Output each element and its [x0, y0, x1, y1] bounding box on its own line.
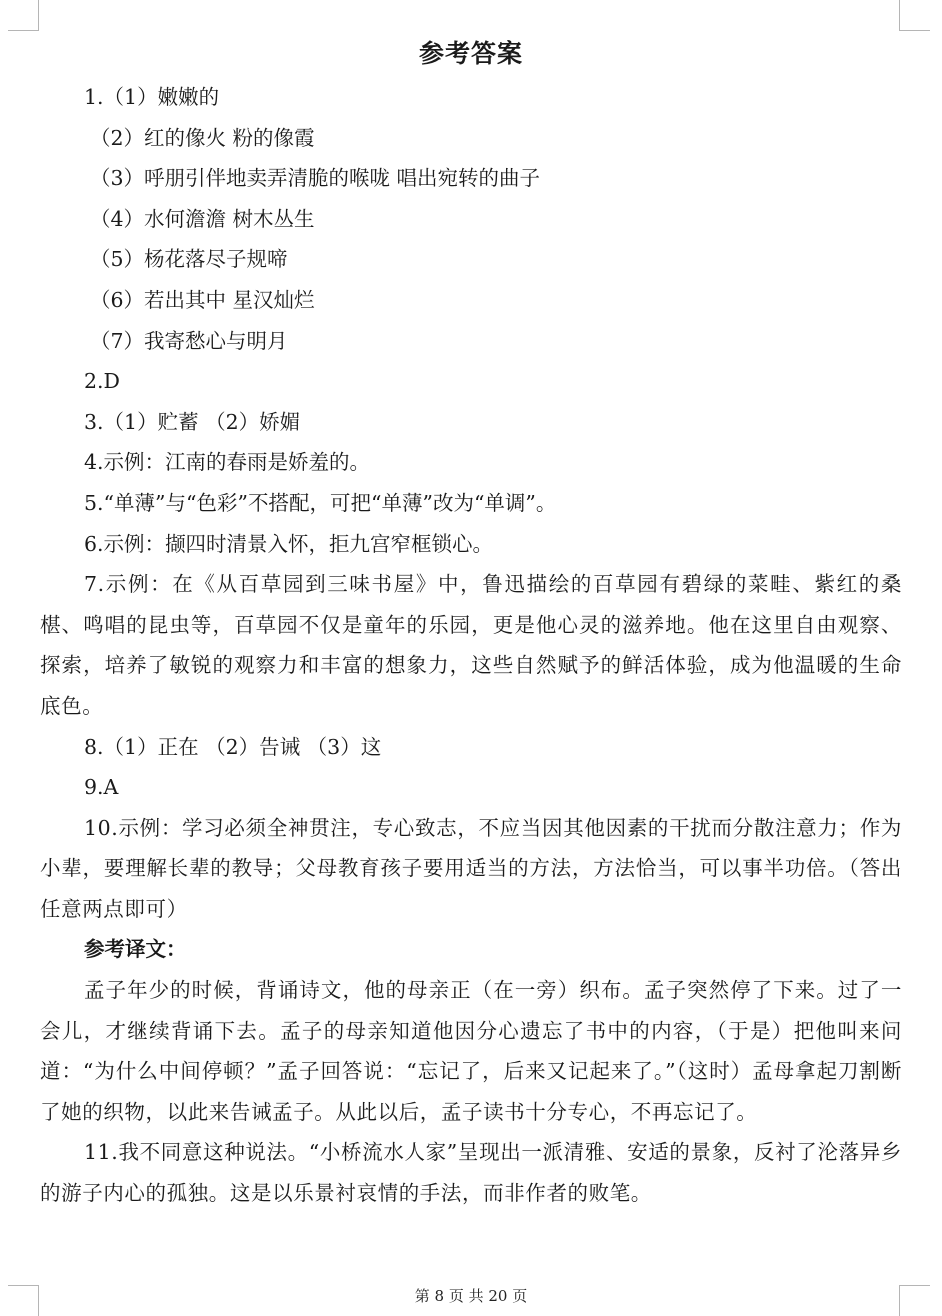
- answer-line: （2）红的像火 粉的像霞: [90, 125, 315, 150]
- translation-heading: 参考译文：: [84, 937, 187, 962]
- page-title: 参考答案: [418, 39, 523, 68]
- answer-line: 8.（1）正在 （2）告诫 （3）这: [84, 734, 382, 759]
- page-footer: 第 8 页 共 20 页: [414, 1287, 528, 1305]
- corner-mark-top-left: [8, 0, 39, 31]
- translation-paragraph: 孟子年少的时候，背诵诗文，他的母亲正（在一旁）织布。孟子突然停了下来。过了一会儿，才继续背诵下去。孟子的母亲知道他因分心遗忘了书中的内容，（于是）把他叫来问道：“为什么中间停顿？”孟子回答说：“忘记了，后来又记起来了。”（这时）孟母拿起刀割断了她的织物，以此来告诫孟子。从此以后，孟子读书十分专心，不再忘记了。: [40, 978, 902, 1124]
- answer-line: 3.（1）贮蓄 （2）娇媚: [84, 409, 301, 434]
- answer-line: 9.A: [84, 775, 119, 800]
- answer-line: （4）水何澹澹 树木丛生: [90, 206, 315, 231]
- answer-line: （5）杨花落尽子规啼: [90, 247, 288, 272]
- answer-paragraph-q11: 11.我不同意这种说法。“小桥流水人家”呈现出一派清雅、安适的景象，反衬了沦落异乡的游子内心的孤独。这是以乐景衬哀情的手法，而非作者的败笔。: [40, 1140, 902, 1206]
- answer-line: （3）呼朋引伴地卖弄清脆的喉咙 唱出宛转的曲子: [90, 166, 541, 191]
- answer-paragraph-q7: 7.示例：在《从百草园到三味书屋》中，鲁迅描绘的百草园有碧绿的菜畦、紫红的桑椹、鸣唱的昆虫等，百草园不仅是童年的乐园，更是他心灵的滋养地。他在这里自由观察、探索，培养了敏锐的观察力和丰富的想象力，这些自然赋予的鲜活体验，成为他温暖的生命底色。: [40, 572, 902, 718]
- answer-line: （7）我寄愁心与明月: [90, 328, 288, 353]
- answer-line: 1.（1）嫩嫩的: [84, 85, 220, 109]
- answer-line: 2.D: [84, 369, 120, 394]
- answer-line: 4.示例：江南的春雨是娇羞的。: [84, 450, 371, 475]
- answer-paragraph-q10: 10.示例：学习必须全神贯注，专心致志，不应当因其他因素的干扰而分散注意力；作为小辈，要理解长辈的教导；父母教育孩子要用适当的方法，方法恰当，可以事半功倍。（答出任意两点即可）: [40, 815, 902, 921]
- answer-content: [40, 77, 902, 1214]
- answer-line: 6.示例：撷四时清景入怀，拒九宫窄框锁心。: [84, 531, 494, 556]
- corner-mark-top-right: [899, 0, 930, 31]
- answer-line: 5.“单薄”与“色彩”不搭配，可把“单薄”改为“单调”。: [84, 490, 557, 515]
- answer-line: （6）若出其中 星汉灿烂: [90, 287, 315, 312]
